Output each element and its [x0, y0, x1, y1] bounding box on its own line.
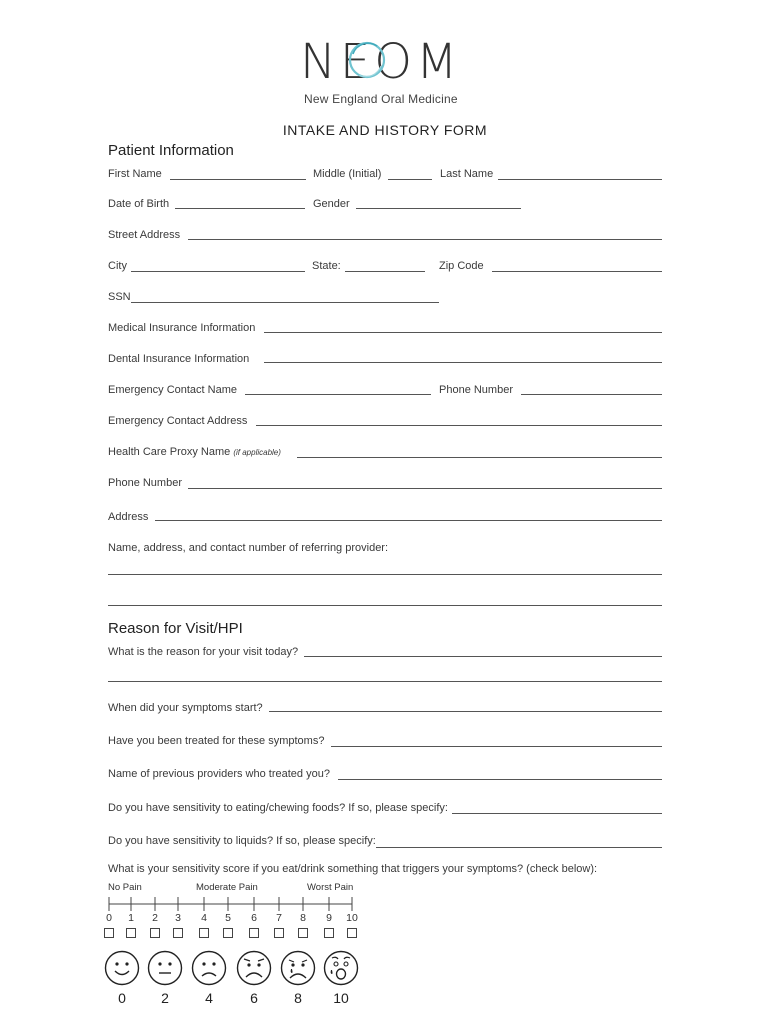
- food-sensitivity-field[interactable]: [452, 813, 662, 814]
- face-label-6: 6: [250, 990, 258, 1006]
- last-name-label: Last Name: [440, 168, 494, 180]
- ssn-label: SSN: [108, 291, 131, 303]
- proxy-name-field[interactable]: [297, 457, 662, 458]
- dob-label: Date of Birth: [108, 198, 170, 210]
- referring-provider-label: Name, address, and contact number of referring provider:: [108, 542, 389, 554]
- score-checkbox-1[interactable]: [126, 928, 136, 938]
- middle-initial-field[interactable]: [388, 179, 432, 180]
- scale-number-8: 8: [300, 912, 306, 924]
- medical-insurance-label: Medical Insurance Information: [108, 322, 256, 334]
- proxy-name-text: Health Care Proxy Name: [108, 446, 231, 458]
- proxy-phone-field[interactable]: [188, 488, 662, 489]
- scale-number-0: 0: [106, 912, 112, 924]
- treated-field[interactable]: [331, 746, 662, 747]
- proxy-address-field[interactable]: [155, 520, 662, 521]
- scale-number-1: 1: [128, 912, 134, 924]
- face-0-smile-icon: [104, 950, 140, 986]
- reason-heading: Reason for Visit/HPI: [108, 620, 243, 637]
- state-label: State:: [312, 260, 341, 272]
- gender-field[interactable]: [356, 208, 521, 209]
- dental-insurance-field[interactable]: [264, 362, 662, 363]
- score-checkbox-2[interactable]: [150, 928, 160, 938]
- reason-field-2[interactable]: [108, 681, 662, 682]
- face-label-10: 10: [333, 990, 349, 1006]
- face-8-crying-icon: [280, 950, 316, 986]
- score-checkbox-8[interactable]: [298, 928, 308, 938]
- zip-field[interactable]: [492, 271, 662, 272]
- score-checkbox-10[interactable]: [347, 928, 357, 938]
- score-checkbox-6[interactable]: [249, 928, 259, 938]
- dob-field[interactable]: [175, 208, 305, 209]
- emergency-phone-field[interactable]: [521, 394, 662, 395]
- referring-provider-field-2[interactable]: [108, 605, 662, 606]
- face-label-4: 4: [205, 990, 213, 1006]
- scale-number-7: 7: [276, 912, 282, 924]
- city-label: City: [108, 260, 127, 272]
- gender-label: Gender: [313, 198, 350, 210]
- ssn-field[interactable]: [131, 302, 439, 303]
- face-4-frown-icon: [191, 950, 227, 986]
- street-address-label: Street Address: [108, 229, 181, 241]
- score-checkbox-7[interactable]: [274, 928, 284, 938]
- emergency-address-field[interactable]: [256, 425, 662, 426]
- logo-ring-icon: [347, 40, 387, 80]
- referring-provider-field-1[interactable]: [108, 574, 662, 575]
- score-checkbox-5[interactable]: [223, 928, 233, 938]
- scale-number-5: 5: [225, 912, 231, 924]
- sensitivity-score-question: What is your sensitivity score if you eat/drink something that triggers your symptoms? (check below):: [108, 863, 598, 875]
- scale-number-10: 10: [346, 912, 358, 924]
- zip-label: Zip Code: [439, 260, 484, 272]
- no-pain-label: No Pain: [108, 882, 142, 893]
- middle-initial-label: Middle (Initial): [313, 168, 382, 180]
- symptoms-start-question: When did your symptoms start?: [108, 702, 263, 714]
- score-checkbox-9[interactable]: [324, 928, 334, 938]
- emergency-contact-name-field[interactable]: [245, 394, 431, 395]
- face-label-2: 2: [161, 990, 169, 1006]
- liquid-sensitivity-field[interactable]: [376, 847, 662, 848]
- face-label-0: 0: [118, 990, 126, 1006]
- practice-name: New England Oral Medicine: [304, 92, 458, 106]
- face-label-8: 8: [294, 990, 302, 1006]
- proxy-address-label: Address: [108, 511, 149, 523]
- moderate-pain-label: Moderate Pain: [196, 882, 258, 893]
- proxy-note: (if applicable): [233, 448, 281, 457]
- scale-number-2: 2: [152, 912, 158, 924]
- medical-insurance-field[interactable]: [264, 332, 662, 333]
- last-name-field[interactable]: [498, 179, 662, 180]
- face-10-screaming-icon: [323, 950, 359, 986]
- dental-insurance-label: Dental Insurance Information: [108, 353, 250, 365]
- face-6-sad-icon: [236, 950, 272, 986]
- proxy-name-label: [108, 446, 281, 458]
- form-title: INTAKE AND HISTORY FORM: [282, 122, 488, 138]
- reason-question: What is the reason for your visit today?: [108, 646, 299, 658]
- scale-number-3: 3: [175, 912, 181, 924]
- scale-number-4: 4: [201, 912, 207, 924]
- reason-field-1[interactable]: [304, 656, 662, 657]
- emergency-contact-name-label: Emergency Contact Name: [108, 384, 237, 396]
- previous-providers-field[interactable]: [338, 779, 662, 780]
- symptoms-start-field[interactable]: [269, 711, 662, 712]
- patient-info-heading: Patient Information: [108, 142, 234, 159]
- score-checkbox-3[interactable]: [173, 928, 183, 938]
- street-address-field[interactable]: [188, 239, 662, 240]
- treated-question: Have you been treated for these symptoms?: [108, 735, 325, 747]
- score-checkbox-0[interactable]: [104, 928, 114, 938]
- state-field[interactable]: [345, 271, 425, 272]
- city-field[interactable]: [131, 271, 305, 272]
- previous-providers-question: Name of previous providers who treated you?: [108, 768, 330, 780]
- score-checkbox-4[interactable]: [199, 928, 209, 938]
- food-sensitivity-question: Do you have sensitivity to eating/chewing foods? If so, please specify:: [108, 802, 448, 814]
- first-name-label: First Name: [108, 168, 162, 180]
- worst-pain-label: Worst Pain: [307, 882, 354, 893]
- face-2-neutral-icon: [147, 950, 183, 986]
- first-name-field[interactable]: [170, 179, 306, 180]
- liquid-sensitivity-question: Do you have sensitivity to liquids? If so, please specify:: [108, 835, 376, 847]
- scale-number-9: 9: [326, 912, 332, 924]
- logo-text: NEOM: [300, 34, 462, 90]
- emergency-address-label: Emergency Contact Address: [108, 415, 248, 427]
- scale-number-6: 6: [251, 912, 257, 924]
- emergency-phone-label: Phone Number: [439, 384, 513, 396]
- proxy-phone-label: Phone Number: [108, 477, 182, 489]
